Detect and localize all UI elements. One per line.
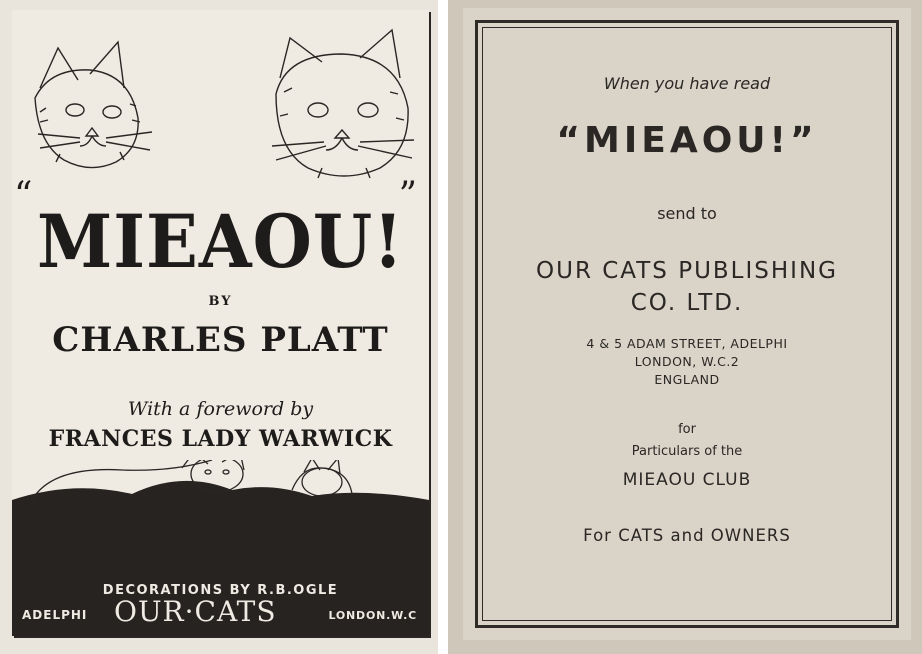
cover-decorations-credit: DECORATIONS BY R.B.OGLE [102,583,339,598]
page-address-line2: LONDON, W.C.2 [634,354,740,369]
cover-title: MIEAOU! [36,198,405,286]
page-address-line1: 4 & 5 ADAM STREET, ADELPHI [586,336,788,351]
page-publisher-line1: OUR CATS PUBLISHING [536,258,838,284]
cover-author: CHARLES PLATT [52,320,389,360]
cover-publisher-adelphi: ADELPHI [22,608,88,622]
cover-publisher-row [12,595,429,628]
page-address-line3: ENGLAND [654,372,720,387]
cover-quote-close: ” [398,175,417,216]
book-cover [12,10,429,636]
cover-quote-open: “ [14,175,33,216]
cat-head-sketch-right [262,18,422,188]
cover-bottom-band [12,516,429,636]
page-when-line: When you have read [603,74,771,93]
page-cats-owners: For CATS and OWNERS [583,526,791,545]
cat-head-sketch-left [20,28,160,178]
page-send-to: send to [657,204,717,223]
advert-page [463,8,911,640]
page-publisher-line2: CO. LTD. [630,290,744,316]
cover-by-label: BY [208,294,233,309]
page-for: for [678,422,696,437]
cover-foreword-line: With a foreword by [127,398,314,420]
page-club-name: MIEAOU CLUB [622,470,752,490]
page-title: “MIEAOU!” [556,120,818,161]
cover-foreword-name: FRANCES LADY WARWICK [48,426,393,452]
cover-publisher-ourcats: OUR·CATS [114,595,277,628]
page-particulars: Particulars of the [631,444,743,459]
cover-publisher-london: LONDON.W.C [328,609,417,622]
